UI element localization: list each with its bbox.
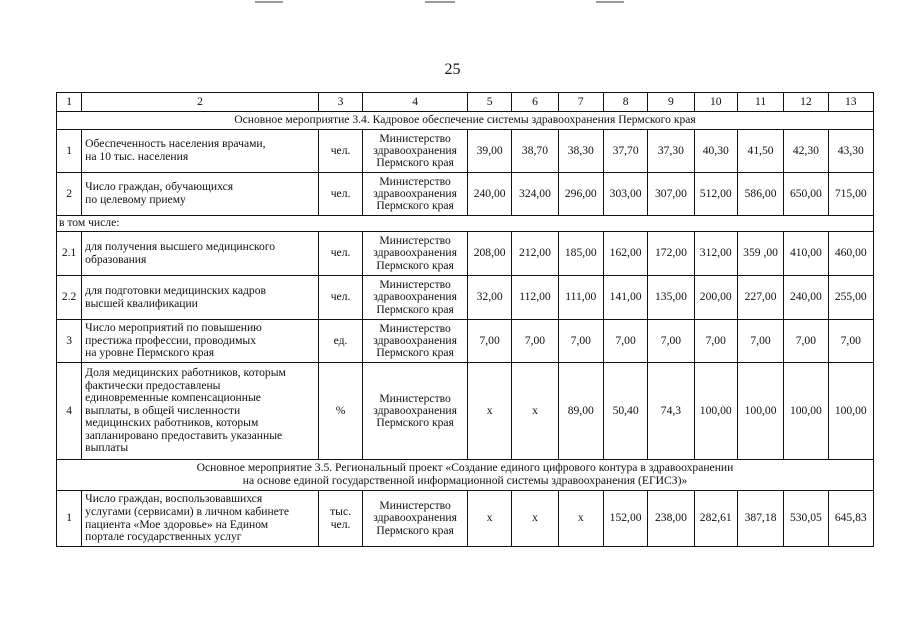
including-label: в том числе: [57,216,874,232]
responsible-ministry: Министерство здравоохранения Пермского края [363,276,468,320]
value-cell: 141,00 [603,276,647,320]
table-row [57,173,874,216]
value-cell: 240,00 [784,276,828,320]
value-cell: 185,00 [558,232,603,276]
value-cell: х [512,363,558,460]
subheader-row [57,216,874,232]
unit: тыс. чел. [318,491,362,547]
value-cell: 32,00 [467,276,511,320]
unit: % [318,363,362,460]
value-cell: 303,00 [603,173,647,216]
responsible-ministry: Министерство здравоохранения Пермского края [363,320,468,363]
value-cell: х [558,491,603,547]
table-row [57,130,874,173]
value-cell: 359 ,00 [737,232,783,276]
value-cell: 715,00 [828,173,873,216]
col-header-10: 10 [694,93,737,112]
col-header-2: 2 [82,93,319,112]
row-number: 2.2 [57,276,82,320]
value-cell: 111,00 [558,276,603,320]
value-cell: 227,00 [737,276,783,320]
col-header-5: 5 [467,93,511,112]
top-edge-marks [0,0,905,4]
value-cell: 7,00 [512,320,558,363]
value-cell: 530,05 [784,491,828,547]
table-row [57,363,874,460]
col-header-1: 1 [57,93,82,112]
unit: ед. [318,320,362,363]
value-cell: 387,18 [737,491,783,547]
value-cell: 89,00 [558,363,603,460]
value-cell: 282,61 [694,491,737,547]
col-header-4: 4 [363,93,468,112]
row-number: 3 [57,320,82,363]
table-row [57,276,874,320]
indicators-table [56,92,874,547]
value-cell: 37,70 [603,130,647,173]
value-cell: 152,00 [603,491,647,547]
section-row-3-5 [57,460,874,491]
value-cell: 38,30 [558,130,603,173]
value-cell: 7,00 [784,320,828,363]
section-title-3-4: Основное мероприятие 3.4. Кадровое обеспечение системы здравоохранения Пермского края [57,112,874,130]
value-cell: х [467,363,511,460]
value-cell: 296,00 [558,173,603,216]
col-header-6: 6 [512,93,558,112]
value-cell: 410,00 [784,232,828,276]
row-number: 2 [57,173,82,216]
column-number-row [57,93,874,112]
col-header-8: 8 [603,93,647,112]
unit: чел. [318,232,362,276]
value-cell: х [467,491,511,547]
value-cell: 460,00 [828,232,873,276]
value-cell: 7,00 [737,320,783,363]
indicator-name: Число граждан, воспользовавшихся услугами (сервисами) в личном кабинете пациента «Мое здоровье» на Едином портале государственных услуг [82,491,319,547]
value-cell: 172,00 [648,232,694,276]
value-cell: 39,00 [467,130,511,173]
value-cell: 324,00 [512,173,558,216]
value-cell: 40,30 [694,130,737,173]
col-header-9: 9 [648,93,694,112]
value-cell: 208,00 [467,232,511,276]
row-number: 1 [57,130,82,173]
value-cell: 135,00 [648,276,694,320]
indicator-name: Число мероприятий по повышению престижа профессии, проводимых на уровне Пермского края [82,320,319,363]
col-header-12: 12 [784,93,828,112]
row-number: 2.1 [57,232,82,276]
indicator-name: Число граждан, обучающихся по целевому приему [82,173,319,216]
value-cell: 255,00 [828,276,873,320]
value-cell: 650,00 [784,173,828,216]
value-cell: 240,00 [467,173,511,216]
value-cell: 112,00 [512,276,558,320]
responsible-ministry: Министерство здравоохранения Пермского края [363,363,468,460]
responsible-ministry: Министерство здравоохранения Пермского края [363,232,468,276]
value-cell: 100,00 [784,363,828,460]
value-cell: 212,00 [512,232,558,276]
value-cell: 74,3 [648,363,694,460]
value-cell: 7,00 [648,320,694,363]
indicator-name: для подготовки медицинских кадров высшей квалификации [82,276,319,320]
indicator-name: для получения высшего медицинского образования [82,232,319,276]
value-cell: 238,00 [648,491,694,547]
indicator-name: Доля медицинских работников, которым фактически предоставлены единовременные компенсационные выплаты, в общей численности медицинских работников, которым запланировано предоставить указанные выплаты [82,363,319,460]
value-cell: 200,00 [694,276,737,320]
col-header-3: 3 [318,93,362,112]
responsible-ministry: Министерство здравоохранения Пермского края [363,173,468,216]
value-cell: 7,00 [558,320,603,363]
value-cell: 312,00 [694,232,737,276]
unit: чел. [318,276,362,320]
value-cell: 41,50 [737,130,783,173]
value-cell: 100,00 [828,363,873,460]
table-row [57,320,874,363]
value-cell: 100,00 [737,363,783,460]
responsible-ministry: Министерство здравоохранения Пермского края [363,130,468,173]
value-cell: 307,00 [648,173,694,216]
value-cell: 586,00 [737,173,783,216]
col-header-11: 11 [737,93,783,112]
table-row [57,491,874,547]
row-number: 1 [57,491,82,547]
col-header-13: 13 [828,93,873,112]
value-cell: 7,00 [694,320,737,363]
value-cell: 50,40 [603,363,647,460]
value-cell: 100,00 [694,363,737,460]
unit: чел. [318,130,362,173]
page-number: 25 [444,61,461,78]
value-cell: 645,83 [828,491,873,547]
section-title-3-5: Основное мероприятие 3.5. Региональный проект «Создание единого цифрового контура в здравоохранении на основе единой государственной информационной системы здравоохранения (ЕГИСЗ)» [57,460,874,491]
row-number: 4 [57,363,82,460]
value-cell: 37,30 [648,130,694,173]
value-cell: 162,00 [603,232,647,276]
value-cell: 43,30 [828,130,873,173]
responsible-ministry: Министерство здравоохранения Пермского края [363,491,468,547]
value-cell: 7,00 [467,320,511,363]
col-header-7: 7 [558,93,603,112]
value-cell: 7,00 [603,320,647,363]
value-cell: 38,70 [512,130,558,173]
value-cell: х [512,491,558,547]
section-row-3-4 [57,112,874,130]
indicator-name: Обеспеченность населения врачами, на 10 тыс. населения [82,130,319,173]
value-cell: 42,30 [784,130,828,173]
unit: чел. [318,173,362,216]
table-row [57,232,874,276]
value-cell: 7,00 [828,320,873,363]
value-cell: 512,00 [694,173,737,216]
